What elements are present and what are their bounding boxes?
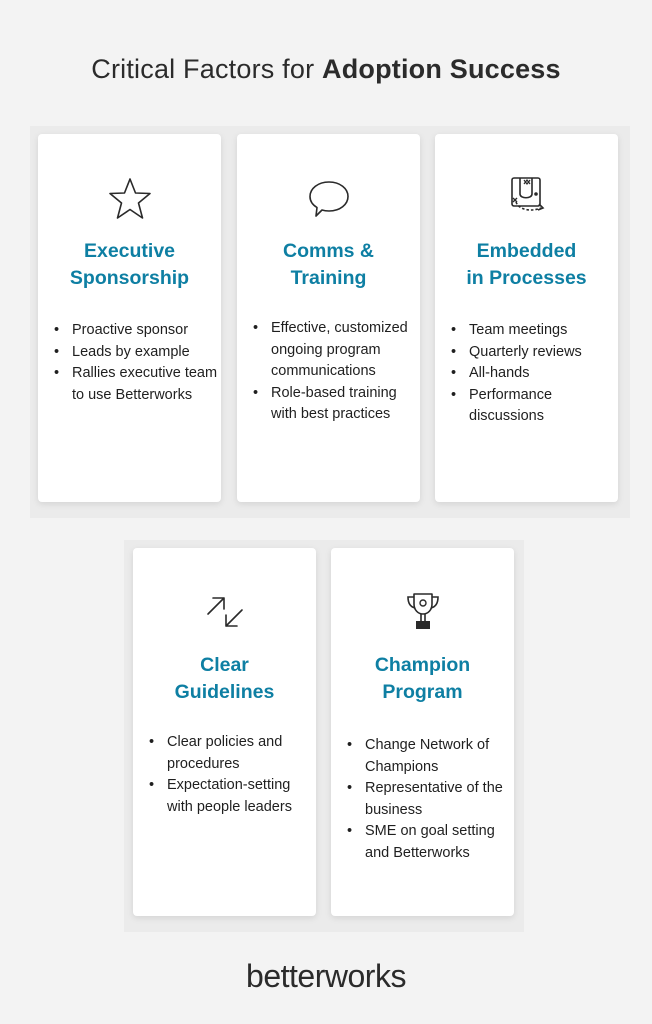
- arrows-exchange-icon: [201, 588, 249, 636]
- list-item: • SME on goal setting and Betterworks: [345, 821, 511, 864]
- list-item: • Team meetings: [449, 320, 615, 342]
- list-item: • All-hands: [449, 363, 615, 385]
- bullet-list: [449, 320, 615, 428]
- title-bold: Adoption Success: [322, 54, 561, 84]
- list-item: • Leads by example: [52, 342, 218, 364]
- speech-bubble-icon: [305, 175, 353, 223]
- list-item: • Rallies executive team to use Betterworks: [52, 363, 218, 406]
- betterworks-logo: betterworks: [246, 958, 406, 994]
- list-item: • Effective, customized ongoing program communications: [251, 318, 417, 383]
- list-item: • Expectation-setting with people leaders: [147, 775, 313, 818]
- card-embedded-processes: [435, 134, 618, 502]
- card-champion-program: [331, 548, 514, 916]
- list-item: • Role-based training with best practices: [251, 383, 417, 426]
- trophy-icon: [399, 588, 447, 636]
- list-item: • Quarterly reviews: [449, 342, 615, 364]
- card-executive-sponsorship: [38, 134, 221, 502]
- list-item: • Representative of the business: [345, 778, 511, 821]
- card-clear-guidelines: [133, 548, 316, 916]
- card-title: Embedded in Processes: [466, 240, 587, 289]
- list-item: • Change Network of Champions: [345, 735, 511, 778]
- bullet-list: [52, 320, 218, 406]
- card-title: Clear Guidelines: [174, 654, 275, 703]
- card-title: Champion Program: [374, 654, 471, 703]
- bullet-list: [345, 735, 511, 864]
- bullet-list: [147, 732, 313, 818]
- title-light: Critical Factors for: [91, 54, 315, 84]
- star-icon: [106, 175, 154, 223]
- bullet-list: [251, 318, 417, 426]
- card-title: Executive Sponsorship: [69, 240, 190, 289]
- play-diagram-icon: [503, 172, 551, 220]
- list-item: • Clear policies and procedures: [147, 732, 313, 775]
- card-title: Comms & Training: [282, 240, 375, 289]
- card-comms-training: [237, 134, 420, 502]
- list-item: • Performance discussions: [449, 385, 615, 428]
- list-item: • Proactive sponsor: [52, 320, 218, 342]
- page-title: [0, 54, 652, 85]
